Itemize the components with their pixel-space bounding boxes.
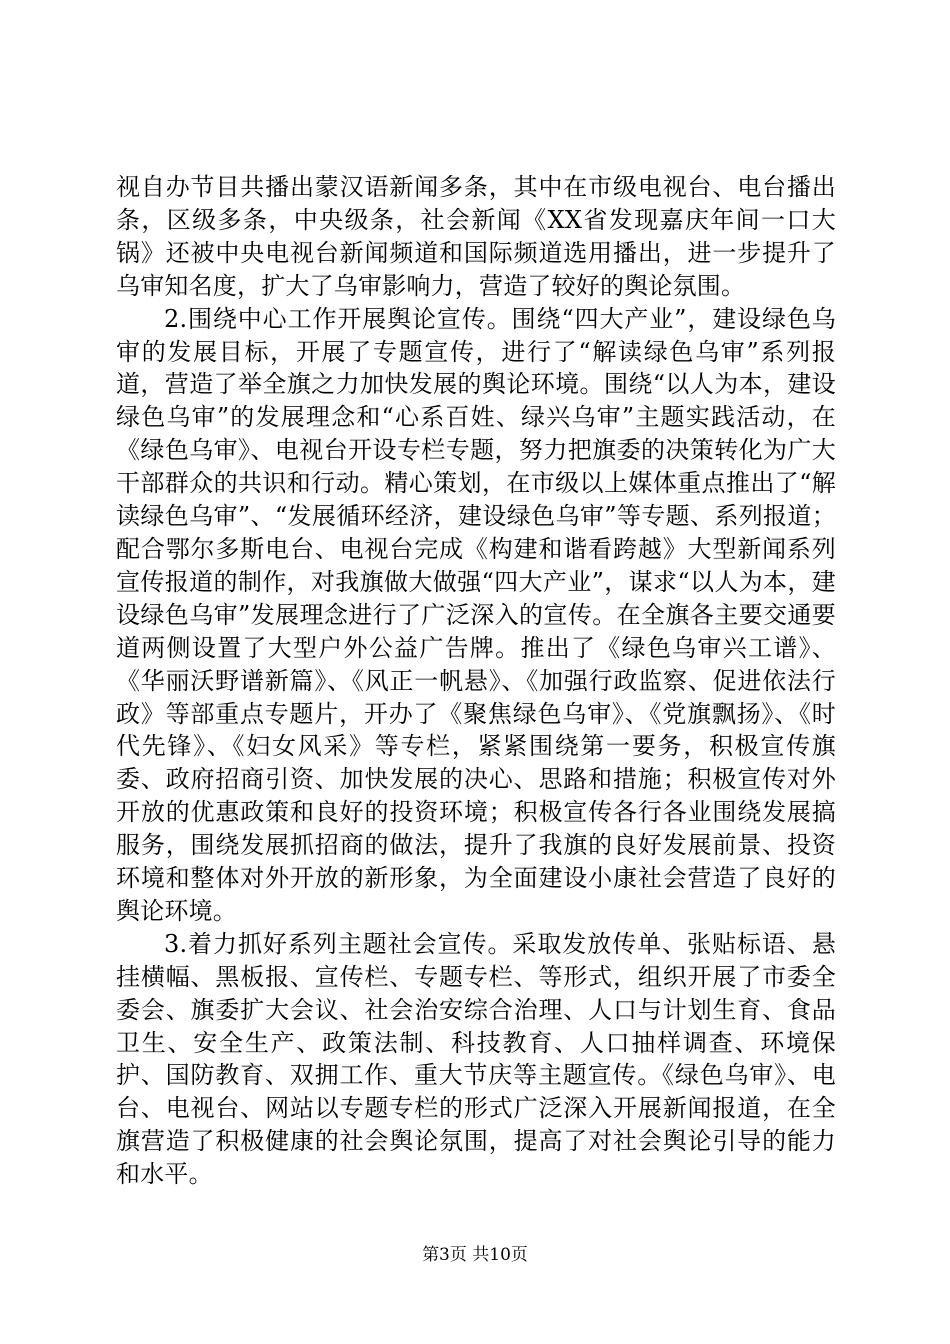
paragraph-section-3: 3.着力抓好系列主题社会宣传。采取发放传单、张贴标语、悬挂横幅、黑板报、宣传栏、专题专栏、等形式，组织开展了市委全委会、旗委扩大会议、社会治安综合治理、人口与计划生育、食品卫生、安全生产、政策法制、科技教育、人口抽样调查、环境保护、国防教育、双拥工作、重大节庆等主题宣传。《绿色乌审》、电台、电视台、网站以专题专栏的形式广泛深入开展新闻报道，在全旗营造了积极健康的社会舆论氛围，提高了对社会舆论引导的能力和水平。 <box>116 929 836 1189</box>
paragraph-section-2: 2.围绕中心工作开展舆论宣传。围绕“四大产业”，建设绿色乌审的发展目标，开展了专题宣传，进行了“解读绿色乌审”系列报道，营造了举全旗之力加快发展的舆论环境。围绕“以人为本，建设绿色乌审”的发展理念和“心系百姓、绿兴乌审”主题实践活动，在《绿色乌审》、电视台开设专栏专题，努力把旗委的决策转化为广大干部群众的共识和行动。精心策划，在市级以上媒体重点推出了“解读绿色乌审”、“发展循环经济，建设绿色乌审”等专题、系列报道；配合鄂尔多斯电台、电视台完成《构建和谐看跨越》大型新闻系列宣传报道的制作，对我旗做大做强“四大产业”，谋求“以人为本，建设绿色乌审”发展理念进行了广泛深入的宣传。在全旗各主要交通要道两侧设置了大型户外公益广告牌。推出了《绿色乌审兴工谱》、《华丽沃野谱新篇》、《风正一帆悬》、《加强行政监察、促进依法行政》等部重点专题片，开办了《聚焦绿色乌审》、《党旗飘扬》、《时代先锋》、《妇女风采》等专栏，紧紧围绕第一要务，积极宣传旗委、政府招商引资、加快发展的决心、思路和措施；积极宣传对外开放的优惠政策和良好的投资环境；积极宣传各行各业围绕发展搞服务，围绕发展抓招商的做法，提升了我旗的良好发展前景、投资环境和整体对外开放的新形象，为全面建设小康社会营造了良好的舆论环境。 <box>116 304 836 925</box>
page-number-footer: 第3页 共10页 <box>422 1245 528 1265</box>
paragraph-continuation: 视自办节目共播出蒙汉语新闻多条，其中在市级电视台、电台播出条，区级多条，中央级条，社会新闻《XX省发现嘉庆年间一口大锅》还被中央电视台新闻频道和国际频道选用播出，进一步提升了乌审知名度，扩大了乌审影响力，营造了较好的舆论氛围。 <box>116 173 836 300</box>
document-body <box>116 171 836 1191</box>
